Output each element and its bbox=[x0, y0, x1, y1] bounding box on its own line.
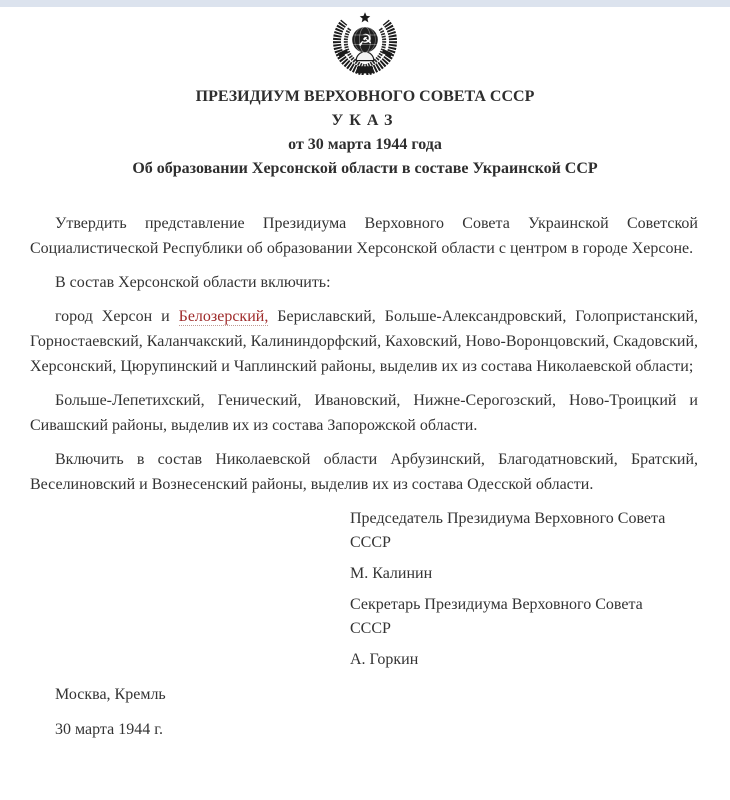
page-top-border bbox=[0, 0, 730, 7]
document-date-heading: от 30 марта 1944 года bbox=[288, 136, 442, 153]
signatory-name-gorkin: А. Горкин bbox=[350, 651, 419, 668]
document-type: УКАЗ bbox=[331, 112, 399, 129]
signatory-name-kalinin: М. Калинин bbox=[350, 565, 433, 582]
belozersky-district-link[interactable]: Белозерский, bbox=[178, 308, 269, 325]
paragraph-zaporozhye-districts: Больше-Лепетихский, Генический, Ивановский, Нижне-Серогозский, Ново-Троицкий и Сивашский районы, выделив их из состава Запорожской области. bbox=[30, 392, 698, 434]
signatory-title-chairman: Председатель Президиума Верховного Совета СССР bbox=[350, 510, 666, 551]
document-title: Об образовании Херсонской области в составе Украинской ССР bbox=[132, 160, 598, 177]
paragraph-include-intro: В состав Херсонской области включить: bbox=[55, 274, 331, 291]
svg-text:☭: ☭ bbox=[357, 30, 373, 51]
kherson-districts-text-after-link: Бериславский, Больше-Александровский, Голопристанский, Горностаевский, Каланчакский, Калининдорфский, Каховский, Ново-Воронцовский, Скадовский, Херсонский, Цюрупинский и Чаплинский районы, выделив их из состава Николаевской области; bbox=[30, 308, 699, 375]
issuing-authority: ПРЕЗИДИУМ ВЕРХОВНОГО СОВЕТА СССР bbox=[195, 88, 535, 105]
paragraph-kherson-districts bbox=[30, 304, 698, 379]
paragraph-approval: Утвердить представление Президиума Верховного Совета Украинской Советской Социалистической Республики об образовании Херсонской области с центром в городе Херсоне. bbox=[30, 215, 698, 257]
paragraph-nikolaev-districts: Включить в состав Николаевской области Арбузинский, Благодатновский, Братский, Веселиновский и Вознесенский районы, выделив их из состава Одесской области. bbox=[30, 451, 698, 493]
signature-block bbox=[350, 507, 668, 672]
kherson-districts-text-before-link: город Херсон и bbox=[55, 308, 179, 325]
date-line: 30 марта 1944 г. bbox=[55, 721, 163, 738]
document-header bbox=[0, 85, 730, 181]
signatory-title-secretary: Секретарь Президиума Верховного Совета СССР bbox=[350, 596, 643, 637]
place-line: Москва, Кремль bbox=[55, 686, 166, 703]
ussr-coat-of-arms-icon bbox=[323, 11, 407, 75]
document-body bbox=[30, 211, 698, 742]
emblem-container bbox=[0, 11, 730, 77]
